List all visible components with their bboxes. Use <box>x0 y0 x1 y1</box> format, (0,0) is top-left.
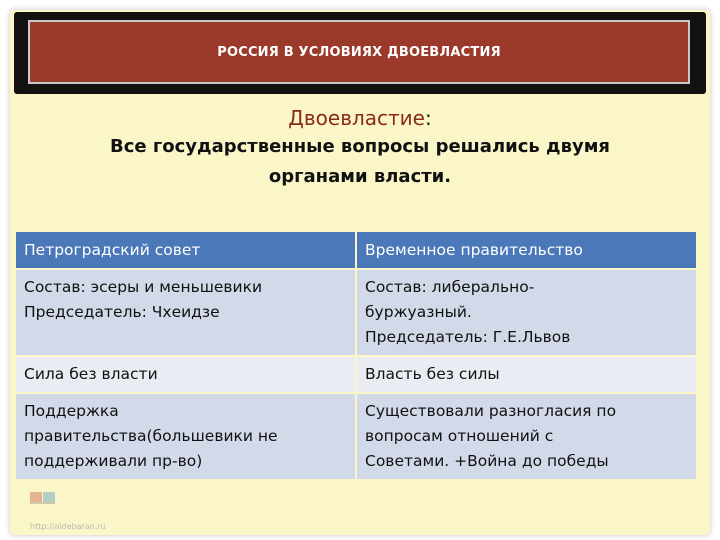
slide-title: РОССИЯ В УСЛОВИЯХ ДВОЕВЛАСТИЯ <box>217 44 501 60</box>
cell-power-government <box>357 357 696 392</box>
cell-line: Власть без силы <box>365 365 500 383</box>
cell-power-soviet <box>16 357 355 392</box>
cell-line: Советами. +Война до победы <box>365 452 609 470</box>
comparison-table <box>14 230 698 481</box>
title-bar <box>14 12 706 94</box>
definition-term: Двоевластие <box>288 106 425 130</box>
cell-line: Состав: эсеры и меньшевики <box>24 278 263 296</box>
definition-block <box>30 104 690 192</box>
footer-url: http://aldebaran.ru <box>30 522 106 531</box>
cell-composition-soviet <box>16 270 355 355</box>
cell-composition-government <box>357 270 696 355</box>
table-row <box>16 270 696 355</box>
definition-colon: : <box>424 106 432 130</box>
definition-line-1: Все государственные вопросы решались двумя <box>110 136 610 157</box>
cell-line: Состав: либерально- <box>365 278 535 296</box>
cell-line: вопросам отношений с <box>365 427 554 445</box>
cell-line: правительства(большевики не <box>24 427 278 445</box>
cell-relations-government <box>357 394 696 479</box>
title-panel <box>28 20 690 84</box>
table-header-row <box>16 232 696 268</box>
cell-line: Поддержка <box>24 402 119 420</box>
table-row <box>16 394 696 479</box>
cell-line: Председатель: Чхеидзе <box>24 303 220 321</box>
definition-line-2: органами власти. <box>268 166 452 187</box>
cell-line: поддерживали пр-во) <box>24 452 203 470</box>
header-petrograd-soviet: Петроградский совет <box>16 232 355 268</box>
cell-line: Председатель: Г.Е.Львов <box>365 328 571 346</box>
book-decoration-icon <box>28 488 58 506</box>
cell-support-soviet <box>16 394 355 479</box>
table-row <box>16 357 696 392</box>
cell-line: Существовали разногласия по <box>365 402 617 420</box>
cell-line: буржуазный. <box>365 303 472 321</box>
header-provisional-government: Временное правительство <box>357 232 696 268</box>
definition-term-line <box>30 104 690 132</box>
cell-line: Сила без власти <box>24 365 158 383</box>
